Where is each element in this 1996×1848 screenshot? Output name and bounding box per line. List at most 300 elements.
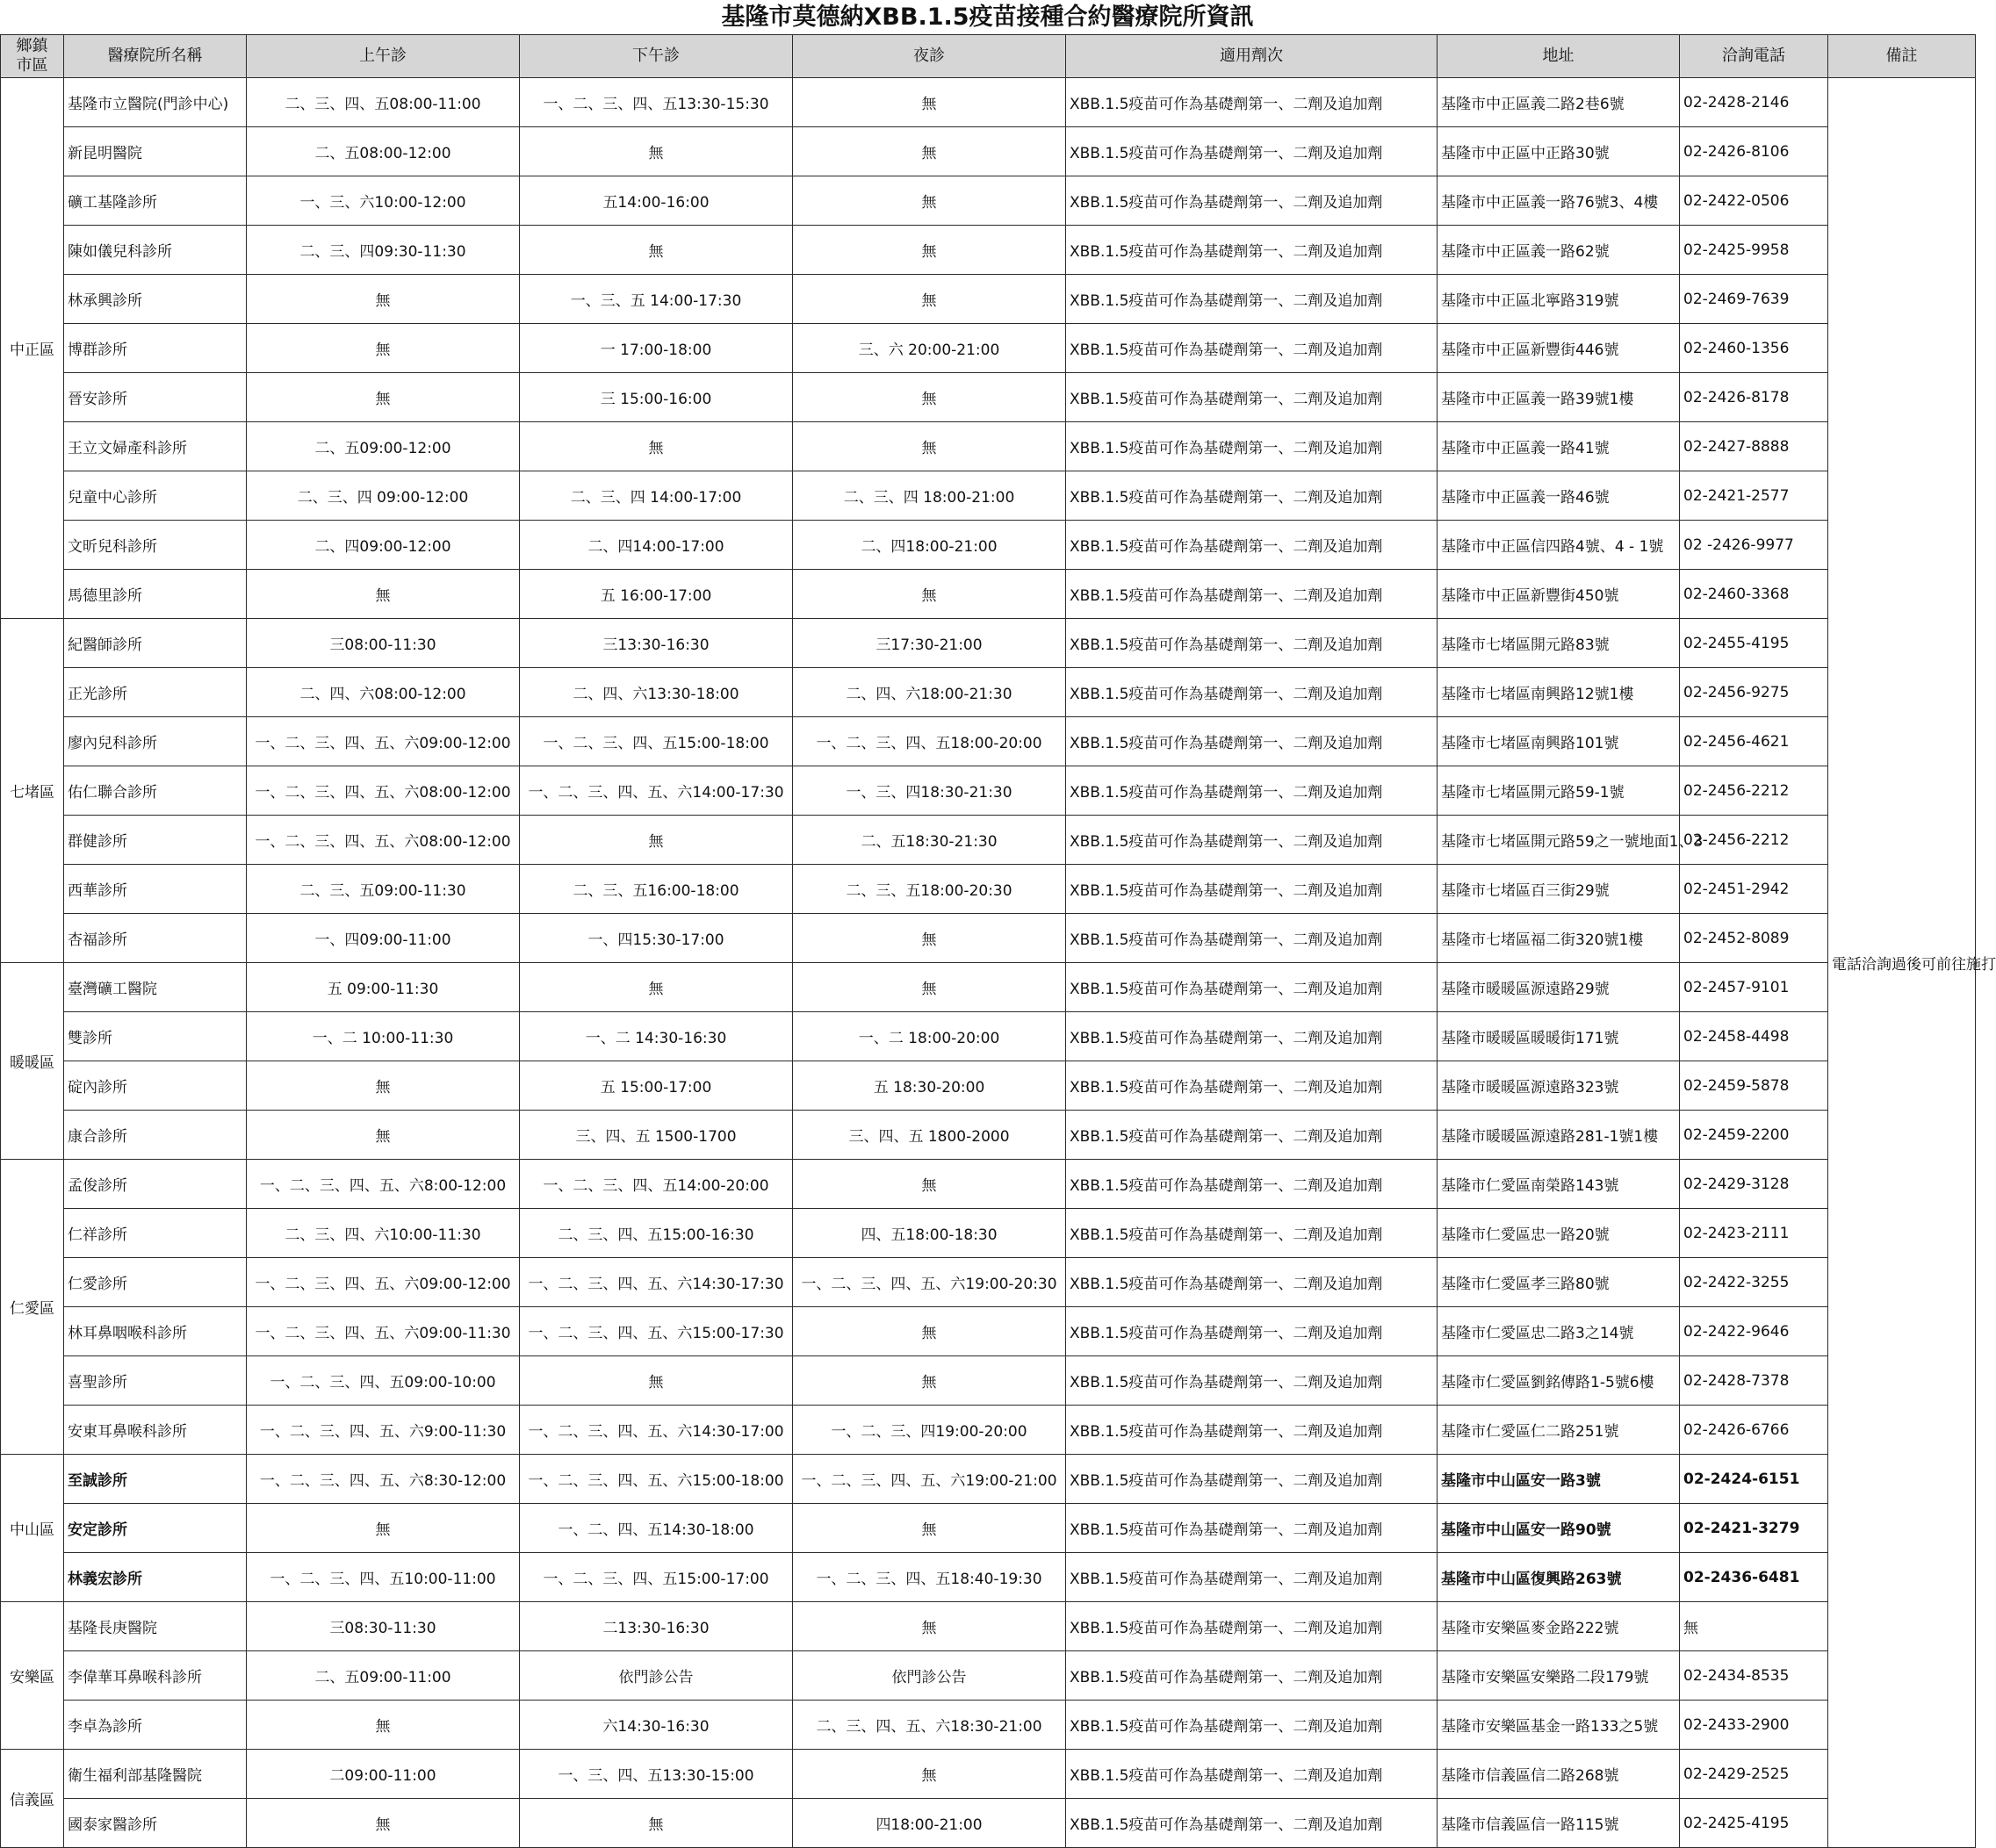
table-row xyxy=(1,619,1976,668)
clinic-name: 基隆市立醫院(門診中心) xyxy=(64,78,247,127)
phone-number: 02-2421-2577 xyxy=(1680,471,1828,521)
morning-hours: 三08:00-11:30 xyxy=(247,619,520,668)
phone-number: 02-2429-2525 xyxy=(1680,1750,1828,1799)
morning-hours: 一、二 10:00-11:30 xyxy=(247,1012,520,1061)
table-row xyxy=(1,1111,1976,1160)
clinic-address: 基隆市中正區新豐街450號 xyxy=(1438,570,1680,619)
clinic-name: 雙診所 xyxy=(64,1012,247,1061)
clinic-name: 安定診所 xyxy=(64,1504,247,1553)
morning-hours: 二、五09:00-11:00 xyxy=(247,1651,520,1701)
morning-hours: 一、二、三、四、五、六8:30-12:00 xyxy=(247,1455,520,1504)
table-row xyxy=(1,914,1976,963)
night-hours: 五 18:30-20:00 xyxy=(793,1061,1066,1111)
morning-hours: 二、三、四09:30-11:30 xyxy=(247,226,520,275)
dose-info: XBB.1.5疫苗可作為基礎劑第一、二劑及追加劑 xyxy=(1066,1258,1438,1307)
clinic-name: 陳如儀兒科診所 xyxy=(64,226,247,275)
afternoon-hours: 六14:30-16:30 xyxy=(520,1701,793,1750)
clinic-name: 林義宏診所 xyxy=(64,1553,247,1602)
table-row xyxy=(1,570,1976,619)
clinic-name: 基隆長庚醫院 xyxy=(64,1602,247,1651)
night-hours: 二、五18:30-21:30 xyxy=(793,816,1066,865)
morning-hours: 一、二、三、四、五09:00-10:00 xyxy=(247,1356,520,1406)
morning-hours: 一、二、三、四、五、六09:00-12:00 xyxy=(247,1258,520,1307)
afternoon-hours: 依門診公告 xyxy=(520,1651,793,1701)
header-district: 鄉鎮 市區 xyxy=(1,35,64,78)
clinic-address: 基隆市仁愛區劉銘傳路1-5號6樓 xyxy=(1438,1356,1680,1406)
phone-number: 02-2422-9646 xyxy=(1680,1307,1828,1356)
phone-number: 02-2426-8106 xyxy=(1680,127,1828,176)
clinic-address: 基隆市中山區安一路90號 xyxy=(1438,1504,1680,1553)
clinic-address: 基隆市七堵區南興路101號 xyxy=(1438,717,1680,766)
dose-info: XBB.1.5疫苗可作為基礎劑第一、二劑及追加劑 xyxy=(1066,570,1438,619)
header-row xyxy=(1,35,1976,78)
night-hours: 一、二、三、四、五18:00-20:00 xyxy=(793,717,1066,766)
afternoon-hours: 一、二、三、四、五、六15:00-18:00 xyxy=(520,1455,793,1504)
night-hours: 無 xyxy=(793,176,1066,226)
afternoon-hours: 無 xyxy=(520,422,793,471)
morning-hours: 二、五08:00-12:00 xyxy=(247,127,520,176)
clinic-name: 安東耳鼻喉科診所 xyxy=(64,1406,247,1455)
morning-hours: 無 xyxy=(247,1061,520,1111)
dose-info: XBB.1.5疫苗可作為基礎劑第一、二劑及追加劑 xyxy=(1066,1061,1438,1111)
district-cell: 暖暖區 xyxy=(1,963,64,1160)
table-row xyxy=(1,1209,1976,1258)
dose-info: XBB.1.5疫苗可作為基礎劑第一、二劑及追加劑 xyxy=(1066,1406,1438,1455)
morning-hours: 一、二、三、四、五、六8:00-12:00 xyxy=(247,1160,520,1209)
morning-hours: 無 xyxy=(247,1504,520,1553)
district-cell: 仁愛區 xyxy=(1,1160,64,1455)
clinic-name: 仁愛診所 xyxy=(64,1258,247,1307)
morning-hours: 無 xyxy=(247,1111,520,1160)
table-row xyxy=(1,127,1976,176)
phone-number: 02-2459-2200 xyxy=(1680,1111,1828,1160)
clinic-name: 林承興診所 xyxy=(64,275,247,324)
table-row xyxy=(1,1061,1976,1111)
clinic-address: 基隆市中正區信四路4號、4 - 1號 xyxy=(1438,521,1680,570)
night-hours: 二、三、四 18:00-21:00 xyxy=(793,471,1066,521)
clinic-address: 基隆市中正區北寧路319號 xyxy=(1438,275,1680,324)
morning-hours: 無 xyxy=(247,275,520,324)
clinic-address: 基隆市七堵區百三街29號 xyxy=(1438,865,1680,914)
dose-info: XBB.1.5疫苗可作為基礎劑第一、二劑及追加劑 xyxy=(1066,1504,1438,1553)
night-hours: 無 xyxy=(793,1602,1066,1651)
morning-hours: 二、四、六08:00-12:00 xyxy=(247,668,520,717)
table-row xyxy=(1,226,1976,275)
afternoon-hours: 二、三、四 14:00-17:00 xyxy=(520,471,793,521)
morning-hours: 一、二、三、四、五、六09:00-12:00 xyxy=(247,717,520,766)
district-cell: 中正區 xyxy=(1,78,64,619)
dose-info: XBB.1.5疫苗可作為基礎劑第一、二劑及追加劑 xyxy=(1066,521,1438,570)
night-hours: 二、四18:00-21:00 xyxy=(793,521,1066,570)
morning-hours: 二、五09:00-12:00 xyxy=(247,422,520,471)
clinic-name: 喜聖診所 xyxy=(64,1356,247,1406)
clinic-address: 基隆市信義區信一路115號 xyxy=(1438,1799,1680,1848)
clinic-name: 西華診所 xyxy=(64,865,247,914)
morning-hours: 二09:00-11:00 xyxy=(247,1750,520,1799)
phone-number: 02-2425-9958 xyxy=(1680,226,1828,275)
clinic-address: 基隆市安樂區基金一路133之5號 xyxy=(1438,1701,1680,1750)
clinic-name: 碇內診所 xyxy=(64,1061,247,1111)
phone-number: 02-2433-2900 xyxy=(1680,1701,1828,1750)
dose-info: XBB.1.5疫苗可作為基礎劑第一、二劑及追加劑 xyxy=(1066,668,1438,717)
morning-hours: 三08:30-11:30 xyxy=(247,1602,520,1651)
clinic-address: 基隆市中正區義一路76號3、4樓 xyxy=(1438,176,1680,226)
night-hours: 二、三、五18:00-20:30 xyxy=(793,865,1066,914)
header-address: 地址 xyxy=(1438,35,1680,78)
dose-info: XBB.1.5疫苗可作為基礎劑第一、二劑及追加劑 xyxy=(1066,226,1438,275)
night-hours: 無 xyxy=(793,570,1066,619)
morning-hours: 無 xyxy=(247,1799,520,1848)
clinic-name: 文昕兒科診所 xyxy=(64,521,247,570)
clinic-address: 基隆市仁愛區孝三路80號 xyxy=(1438,1258,1680,1307)
morning-hours: 二、四09:00-12:00 xyxy=(247,521,520,570)
header-morning: 上午診 xyxy=(247,35,520,78)
clinic-address: 基隆市信義區信二路268號 xyxy=(1438,1750,1680,1799)
header-remarks: 備註 xyxy=(1828,35,1976,78)
clinic-name: 國泰家醫診所 xyxy=(64,1799,247,1848)
afternoon-hours: 二、四14:00-17:00 xyxy=(520,521,793,570)
morning-hours: 一、二、三、四、五10:00-11:00 xyxy=(247,1553,520,1602)
dose-info: XBB.1.5疫苗可作為基礎劑第一、二劑及追加劑 xyxy=(1066,275,1438,324)
clinic-name: 佑仁聯合診所 xyxy=(64,766,247,816)
morning-hours: 五 09:00-11:30 xyxy=(247,963,520,1012)
table-row xyxy=(1,1258,1976,1307)
afternoon-hours: 無 xyxy=(520,127,793,176)
table-row xyxy=(1,324,1976,373)
clinic-address: 基隆市中正區義一路41號 xyxy=(1438,422,1680,471)
afternoon-hours: 三 15:00-16:00 xyxy=(520,373,793,422)
afternoon-hours: 一、二 14:30-16:30 xyxy=(520,1012,793,1061)
clinic-name: 孟俊診所 xyxy=(64,1160,247,1209)
table-row xyxy=(1,1455,1976,1504)
night-hours: 一、二 18:00-20:00 xyxy=(793,1012,1066,1061)
table-row xyxy=(1,1012,1976,1061)
district-cell: 七堵區 xyxy=(1,619,64,963)
phone-number: 02-2451-2942 xyxy=(1680,865,1828,914)
afternoon-hours: 無 xyxy=(520,226,793,275)
morning-hours: 無 xyxy=(247,1701,520,1750)
clinic-address: 基隆市仁愛區忠二路3之14號 xyxy=(1438,1307,1680,1356)
dose-info: XBB.1.5疫苗可作為基礎劑第一、二劑及追加劑 xyxy=(1066,1553,1438,1602)
dose-info: XBB.1.5疫苗可作為基礎劑第一、二劑及追加劑 xyxy=(1066,1209,1438,1258)
phone-number: 02-2459-5878 xyxy=(1680,1061,1828,1111)
dose-info: XBB.1.5疫苗可作為基礎劑第一、二劑及追加劑 xyxy=(1066,963,1438,1012)
clinic-name: 仁祥診所 xyxy=(64,1209,247,1258)
header-phone: 洽詢電話 xyxy=(1680,35,1828,78)
dose-info: XBB.1.5疫苗可作為基礎劑第一、二劑及追加劑 xyxy=(1066,1160,1438,1209)
clinic-address: 基隆市七堵區開元路83號 xyxy=(1438,619,1680,668)
night-hours: 無 xyxy=(793,373,1066,422)
afternoon-hours: 無 xyxy=(520,816,793,865)
morning-hours: 二、三、四、六10:00-11:30 xyxy=(247,1209,520,1258)
dose-info: XBB.1.5疫苗可作為基礎劑第一、二劑及追加劑 xyxy=(1066,1455,1438,1504)
night-hours: 無 xyxy=(793,127,1066,176)
phone-number: 02-2421-3279 xyxy=(1680,1504,1828,1553)
clinic-address: 基隆市暖暖區源遠路281-1號1樓 xyxy=(1438,1111,1680,1160)
afternoon-hours: 五 16:00-17:00 xyxy=(520,570,793,619)
table-row xyxy=(1,422,1976,471)
phone-number: 02-2452-8089 xyxy=(1680,914,1828,963)
clinic-address: 基隆市暖暖區暖暖街171號 xyxy=(1438,1012,1680,1061)
clinic-name: 至誠診所 xyxy=(64,1455,247,1504)
phone-number: 02-2427-8888 xyxy=(1680,422,1828,471)
afternoon-hours: 二13:30-16:30 xyxy=(520,1602,793,1651)
afternoon-hours: 一、二、三、四、五、六14:30-17:30 xyxy=(520,1258,793,1307)
dose-info: XBB.1.5疫苗可作為基礎劑第一、二劑及追加劑 xyxy=(1066,373,1438,422)
clinic-name: 兒童中心診所 xyxy=(64,471,247,521)
morning-hours: 無 xyxy=(247,570,520,619)
clinic-address: 基隆市安樂區麥金路222號 xyxy=(1438,1602,1680,1651)
afternoon-hours: 一、二、三、四、五、六14:00-17:30 xyxy=(520,766,793,816)
phone-number: 02 -2426-9977 xyxy=(1680,521,1828,570)
clinic-name: 衛生福利部基隆醫院 xyxy=(64,1750,247,1799)
table-row xyxy=(1,373,1976,422)
clinic-address: 基隆市仁愛區仁二路251號 xyxy=(1438,1406,1680,1455)
afternoon-hours: 一、二、三、四、五15:00-18:00 xyxy=(520,717,793,766)
afternoon-hours: 二、四、六13:30-18:00 xyxy=(520,668,793,717)
afternoon-hours: 一 17:00-18:00 xyxy=(520,324,793,373)
night-hours: 無 xyxy=(793,78,1066,127)
phone-number: 02-2456-4621 xyxy=(1680,717,1828,766)
clinic-name: 李偉華耳鼻喉科診所 xyxy=(64,1651,247,1701)
night-hours: 無 xyxy=(793,1160,1066,1209)
afternoon-hours: 一、二、三、四、五、六15:00-17:30 xyxy=(520,1307,793,1356)
clinic-address: 基隆市仁愛區南榮路143號 xyxy=(1438,1160,1680,1209)
afternoon-hours: 一、四15:30-17:00 xyxy=(520,914,793,963)
clinic-address: 基隆市七堵區開元路59-1號 xyxy=(1438,766,1680,816)
afternoon-hours: 五14:00-16:00 xyxy=(520,176,793,226)
dose-info: XBB.1.5疫苗可作為基礎劑第一、二劑及追加劑 xyxy=(1066,816,1438,865)
clinic-address: 基隆市七堵區開元路59之一號地面1、3 xyxy=(1438,816,1680,865)
afternoon-hours: 二、三、四、五15:00-16:30 xyxy=(520,1209,793,1258)
phone-number: 02-2469-7639 xyxy=(1680,275,1828,324)
morning-hours: 二、三、四 09:00-12:00 xyxy=(247,471,520,521)
district-cell: 信義區 xyxy=(1,1750,64,1848)
table-row xyxy=(1,1602,1976,1651)
dose-info: XBB.1.5疫苗可作為基礎劑第一、二劑及追加劑 xyxy=(1066,717,1438,766)
night-hours: 一、二、三、四、五、六19:00-20:30 xyxy=(793,1258,1066,1307)
clinic-address: 基隆市中正區新豐街446號 xyxy=(1438,324,1680,373)
clinic-name: 李卓為診所 xyxy=(64,1701,247,1750)
dose-info: XBB.1.5疫苗可作為基礎劑第一、二劑及追加劑 xyxy=(1066,176,1438,226)
phone-number: 02-2428-2146 xyxy=(1680,78,1828,127)
dose-info: XBB.1.5疫苗可作為基礎劑第一、二劑及追加劑 xyxy=(1066,1111,1438,1160)
clinic-name: 群健診所 xyxy=(64,816,247,865)
night-hours: 無 xyxy=(793,1307,1066,1356)
table-row xyxy=(1,1799,1976,1848)
phone-number: 02-2422-3255 xyxy=(1680,1258,1828,1307)
table-row xyxy=(1,963,1976,1012)
clinic-address: 基隆市暖暖區源遠路29號 xyxy=(1438,963,1680,1012)
afternoon-hours: 無 xyxy=(520,963,793,1012)
clinic-address: 基隆市中正區義一路46號 xyxy=(1438,471,1680,521)
table-row xyxy=(1,1553,1976,1602)
table-row xyxy=(1,1651,1976,1701)
phone-number: 無 xyxy=(1680,1602,1828,1651)
night-hours: 三17:30-21:00 xyxy=(793,619,1066,668)
afternoon-hours: 一、二、三、四、五14:00-20:00 xyxy=(520,1160,793,1209)
morning-hours: 二、三、五09:00-11:30 xyxy=(247,865,520,914)
table-body xyxy=(1,78,1996,1848)
header-dose: 適用劑次 xyxy=(1066,35,1438,78)
table-row xyxy=(1,521,1976,570)
morning-hours: 一、二、三、四、五、六9:00-11:30 xyxy=(247,1406,520,1455)
morning-hours: 一、三、六10:00-12:00 xyxy=(247,176,520,226)
night-hours: 四18:00-21:00 xyxy=(793,1799,1066,1848)
clinic-address: 基隆市仁愛區忠一路20號 xyxy=(1438,1209,1680,1258)
clinic-name: 新昆明醫院 xyxy=(64,127,247,176)
clinic-address: 基隆市中正區義一路39號1樓 xyxy=(1438,373,1680,422)
afternoon-hours: 三13:30-16:30 xyxy=(520,619,793,668)
afternoon-hours: 一、二、三、四、五13:30-15:30 xyxy=(520,78,793,127)
night-hours: 三、四、五 1800-2000 xyxy=(793,1111,1066,1160)
dose-info: XBB.1.5疫苗可作為基礎劑第一、二劑及追加劑 xyxy=(1066,471,1438,521)
night-hours: 一、二、三、四、五18:40-19:30 xyxy=(793,1553,1066,1602)
morning-hours: 一、二、三、四、五、六08:00-12:00 xyxy=(247,766,520,816)
dose-info: XBB.1.5疫苗可作為基礎劑第一、二劑及追加劑 xyxy=(1066,1799,1438,1848)
clinic-name: 臺灣礦工醫院 xyxy=(64,963,247,1012)
afternoon-hours: 一、三、四、五13:30-15:00 xyxy=(520,1750,793,1799)
table-row xyxy=(1,668,1976,717)
dose-info: XBB.1.5疫苗可作為基礎劑第一、二劑及追加劑 xyxy=(1066,865,1438,914)
night-hours: 無 xyxy=(793,914,1066,963)
phone-number: 02-2455-4195 xyxy=(1680,619,1828,668)
dose-info: XBB.1.5疫苗可作為基礎劑第一、二劑及追加劑 xyxy=(1066,619,1438,668)
morning-hours: 一、四09:00-11:00 xyxy=(247,914,520,963)
morning-hours: 無 xyxy=(247,373,520,422)
phone-number: 02-2436-6481 xyxy=(1680,1553,1828,1602)
phone-number: 02-2460-1356 xyxy=(1680,324,1828,373)
clinic-name: 廖內兒科診所 xyxy=(64,717,247,766)
afternoon-hours: 三、四、五 1500-1700 xyxy=(520,1111,793,1160)
night-hours: 二、三、四、五、六18:30-21:00 xyxy=(793,1701,1066,1750)
header-night: 夜診 xyxy=(793,35,1066,78)
clinic-name: 杏福診所 xyxy=(64,914,247,963)
clinic-address: 基隆市七堵區南興路12號1樓 xyxy=(1438,668,1680,717)
phone-number: 02-2434-8535 xyxy=(1680,1651,1828,1701)
morning-hours: 一、二、三、四、五、六08:00-12:00 xyxy=(247,816,520,865)
dose-info: XBB.1.5疫苗可作為基礎劑第一、二劑及追加劑 xyxy=(1066,1012,1438,1061)
morning-hours: 無 xyxy=(247,324,520,373)
phone-number: 02-2426-6766 xyxy=(1680,1406,1828,1455)
morning-hours: 二、三、四、五08:00-11:00 xyxy=(247,78,520,127)
dose-info: XBB.1.5疫苗可作為基礎劑第一、二劑及追加劑 xyxy=(1066,1307,1438,1356)
dose-info: XBB.1.5疫苗可作為基礎劑第一、二劑及追加劑 xyxy=(1066,127,1438,176)
night-hours: 無 xyxy=(793,1750,1066,1799)
clinic-name: 紀醫師診所 xyxy=(64,619,247,668)
clinic-address: 基隆市七堵區福二街320號1樓 xyxy=(1438,914,1680,963)
table-row xyxy=(1,176,1976,226)
afternoon-hours: 無 xyxy=(520,1799,793,1848)
clinic-name: 晉安診所 xyxy=(64,373,247,422)
phone-number: 02-2456-9275 xyxy=(1680,668,1828,717)
table-row xyxy=(1,275,1976,324)
afternoon-hours: 一、二、三、四、五、六14:30-17:00 xyxy=(520,1406,793,1455)
afternoon-hours: 無 xyxy=(520,1356,793,1406)
morning-hours: 一、二、三、四、五、六09:00-11:30 xyxy=(247,1307,520,1356)
remarks-cell xyxy=(1828,78,1996,1848)
district-cell: 中山區 xyxy=(1,1455,64,1602)
remarks-text: 電話洽詢過後可前往施打 xyxy=(1832,956,1996,974)
night-hours: 依門診公告 xyxy=(793,1651,1066,1701)
table-row xyxy=(1,1307,1976,1356)
phone-number: 02-2422-0506 xyxy=(1680,176,1828,226)
table-row xyxy=(1,766,1976,816)
clinic-address: 基隆市安樂區安樂路二段179號 xyxy=(1438,1651,1680,1701)
clinic-address: 基隆市中山區安一路3號 xyxy=(1438,1455,1680,1504)
phone-number: 02-2425-4195 xyxy=(1680,1799,1828,1848)
night-hours: 無 xyxy=(793,963,1066,1012)
clinic-address: 基隆市中正區中正路30號 xyxy=(1438,127,1680,176)
clinic-name: 博群診所 xyxy=(64,324,247,373)
dose-info: XBB.1.5疫苗可作為基礎劑第一、二劑及追加劑 xyxy=(1066,1356,1438,1406)
clinic-name: 礦工基隆診所 xyxy=(64,176,247,226)
night-hours: 三、六 20:00-21:00 xyxy=(793,324,1066,373)
night-hours: 無 xyxy=(793,1356,1066,1406)
dose-info: XBB.1.5疫苗可作為基礎劑第一、二劑及追加劑 xyxy=(1066,1701,1438,1750)
phone-number: 02-2458-4498 xyxy=(1680,1012,1828,1061)
clinic-address: 基隆市中山區復興路263號 xyxy=(1438,1553,1680,1602)
clinic-address: 基隆市中正區義二路2巷6號 xyxy=(1438,78,1680,127)
afternoon-hours: 一、二、三、四、五15:00-17:00 xyxy=(520,1553,793,1602)
dose-info: XBB.1.5疫苗可作為基礎劑第一、二劑及追加劑 xyxy=(1066,1651,1438,1701)
phone-number: 02-2423-2111 xyxy=(1680,1209,1828,1258)
afternoon-hours: 二、三、五16:00-18:00 xyxy=(520,865,793,914)
phone-number: 02-2424-6151 xyxy=(1680,1455,1828,1504)
table-row xyxy=(1,471,1976,521)
dose-info: XBB.1.5疫苗可作為基礎劑第一、二劑及追加劑 xyxy=(1066,914,1438,963)
table-row xyxy=(1,1750,1976,1799)
afternoon-hours: 一、三、五 14:00-17:30 xyxy=(520,275,793,324)
dose-info: XBB.1.5疫苗可作為基礎劑第一、二劑及追加劑 xyxy=(1066,422,1438,471)
night-hours: 無 xyxy=(793,226,1066,275)
phone-number: 02-2460-3368 xyxy=(1680,570,1828,619)
night-hours: 無 xyxy=(793,275,1066,324)
table-row xyxy=(1,78,1976,127)
table-row xyxy=(1,1701,1976,1750)
table-row xyxy=(1,1504,1976,1553)
table-row xyxy=(1,865,1976,914)
clinic-name: 馬德里診所 xyxy=(64,570,247,619)
header-clinic-name: 醫療院所名稱 xyxy=(64,35,247,78)
phone-number: 02-2456-2212 xyxy=(1680,766,1828,816)
afternoon-hours: 一、二、四、五14:30-18:00 xyxy=(520,1504,793,1553)
phone-number: 02-2426-8178 xyxy=(1680,373,1828,422)
dose-info: XBB.1.5疫苗可作為基礎劑第一、二劑及追加劑 xyxy=(1066,324,1438,373)
table-row xyxy=(1,1406,1976,1455)
dose-info: XBB.1.5疫苗可作為基礎劑第一、二劑及追加劑 xyxy=(1066,766,1438,816)
clinic-name: 林耳鼻咽喉科診所 xyxy=(64,1307,247,1356)
clinic-name: 康合診所 xyxy=(64,1111,247,1160)
dose-info: XBB.1.5疫苗可作為基礎劑第一、二劑及追加劑 xyxy=(1066,1750,1438,1799)
clinic-name: 正光診所 xyxy=(64,668,247,717)
afternoon-hours: 五 15:00-17:00 xyxy=(520,1061,793,1111)
table-row xyxy=(1,1160,1976,1209)
clinic-name: 王立文婦產科診所 xyxy=(64,422,247,471)
night-hours: 一、二、三、四、五、六19:00-21:00 xyxy=(793,1455,1066,1504)
night-hours: 一、三、四18:30-21:30 xyxy=(793,766,1066,816)
phone-number: 02-2456-2212 xyxy=(1680,816,1828,865)
page-title: 基隆市莫德納XBB.1.5疫苗接種合約醫療院所資訊 xyxy=(721,4,1254,31)
phone-number: 02-2429-3128 xyxy=(1680,1160,1828,1209)
phone-number: 02-2428-7378 xyxy=(1680,1356,1828,1406)
clinic-table xyxy=(0,34,1996,1848)
dose-info: XBB.1.5疫苗可作為基礎劑第一、二劑及追加劑 xyxy=(1066,1602,1438,1651)
night-hours: 二、四、六18:00-21:30 xyxy=(793,668,1066,717)
clinic-address: 基隆市暖暖區源遠路323號 xyxy=(1438,1061,1680,1111)
night-hours: 無 xyxy=(793,1504,1066,1553)
table-row xyxy=(1,816,1976,865)
